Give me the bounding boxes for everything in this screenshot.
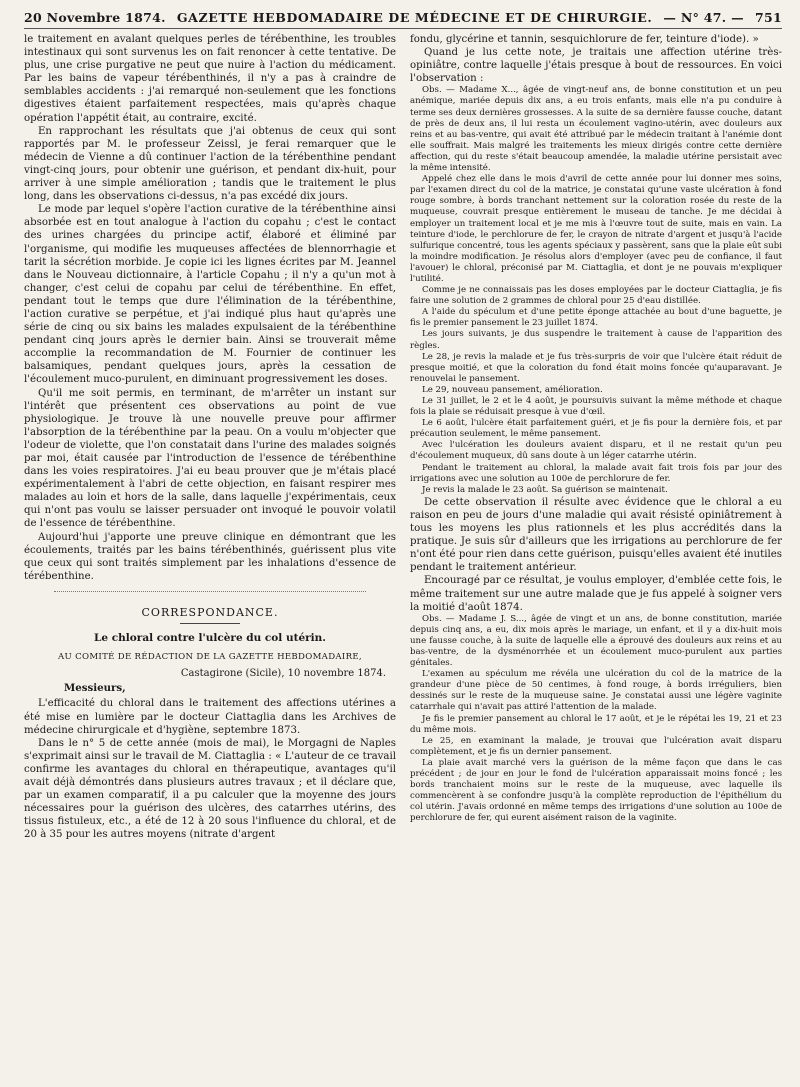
- paragraph: Aujourd'hui j'apporte une preuve clinique en démontrant que les écoulements, traités par les bains térébenthinés, guérissent plus vite que ceux qui sont traités simplement par les inhalations d'essence de térébenthine.: [24, 531, 396, 582]
- paragraph: Qu'il me soit permis, en terminant, de m'arrêter un instant sur l'intérêt que présentent ces observations au point de vue physiologique. Je trouve là une nouvelle preuve pour affirmer l'absorption de la térébenthine par la peau. On a voulu m'objecter que l'odeur de violette, que l'on constatait dans l'urine des malades soignés par moi, était causée par l'introduction de l'essence de térébenthine dans les voies respiratoires. J'ai eu beau prouver que je m'étais placé expérimentalement à l'abri de cette objection, en faisant respirer mes malades au loin et hors de la salle, dans laquelle j'expérimentais, ceux qui n'ont pas voulu se laisser persuader ont invoqué le pouvoir volatil de l'essence de térébenthine.: [24, 387, 396, 530]
- article-subheading: Le chloral contre l'ulcère du col utérin.: [94, 632, 326, 645]
- section-heading: CORRESPONDANCE.: [141, 605, 279, 619]
- observation-paragraph: Les jours suivants, je dus suspendre le traitement à cause de l'apparition des règles.: [410, 329, 782, 351]
- paragraph: De cette observation il résulte avec évidence que le chloral a eu raison en peu de jours d'une maladie qui avait résisté opiniâtrement à tous les moyens les plus rationnels et les plus accrédités dans la pratique. Je suis sûr d'ailleurs que les irrigations au perchlorure de fer n'ont été pour rien dans cette guérison, puisqu'elles avaient été inutiles pendant le traitement antérieur.: [410, 496, 782, 574]
- separator: [54, 591, 366, 592]
- paragraph: Dans le n° 5 de cette année (mois de mai), le Morgagni de Naples s'exprimait ainsi sur le travail de M. Ciattaglia : « L'auteur de ce travail confirme les avantages du chloral en thérapeutique, avantages qu'il avait déjà démontrés dans plusieurs autres travaux ; et il déclare que, par un examen comparatif, il a pu calculer que la moyenne des jours nécessaires pour la guérison des ulcères, des catarrhes utérins, des tissus fistuleux, etc., a été de 12 à 20 sous l'influence du chloral, et de 20 à 35 pour les autres moyens (nitrate d'argent: [24, 737, 396, 841]
- page-header: [24, 10, 782, 29]
- letter-salutation: Messieurs,: [64, 682, 126, 695]
- observation-2: [410, 614, 782, 825]
- paragraph: fondu, glycérine et tannin, sesquichlorure de fer, teinture d'iode). »: [410, 34, 759, 45]
- letter-dateline: Castagirone (Sicile), 10 novembre 1874.: [180, 668, 386, 680]
- page-number: 751: [754, 10, 782, 25]
- left-column: [24, 33, 396, 1083]
- observation-1: [410, 85, 782, 495]
- paragraph: Encouragé par ce résultat, je voulus employer, d'emblée cette fois, le même traitement sur une autre malade que je fus appelé à soigner vers la moitié d'août 1874.: [410, 575, 782, 613]
- letter-addressee: AU COMITÉ DE RÉDACTION DE LA GAZETTE HEBDOMADAIRE,: [58, 652, 362, 663]
- issue-number: — N° 47. —: [663, 10, 744, 25]
- observation-paragraph: Appelé chez elle dans le mois d'avril de cette année pour lui donner mes soins, par l'examen direct du col de la matrice, je constatai qu'une vaste ulcération à fond rouge sombre, à bords tranchant nettement sur la coloration rosée du reste de la muqueuse, couvrait presque entièrement le museau de tanche. Je me décidai à employer un traitement local et je me mis à l'œuvre tout de suite, mais en vain. La teinture d'iode, le perchlorure de fer, le crayon de nitrate d'argent et jusqu'à l'acide sulfurique concentré, tous les agents spéciaux y passèrent, sans que la plaie eût subi la moindre modification. Je résolus alors d'employer (avec peu de confiance, il faut l'avouer) le chloral, préconisé par M. Ciattaglia, et dont je ne pouvais m'expliquer l'utilité.: [410, 174, 782, 284]
- observation-paragraph: Je revis la malade le 23 août. Sa guérison se maintenait.: [422, 484, 668, 495]
- paragraph: Le mode par lequel s'opère l'action curative de la térébenthine ainsi absorbée est en tout analogue à l'action du copahu ; c'est le contact des urines chargées du principe actif, élaboré et éliminé par l'organisme, qui modifie les muqueuses affectées de blennorrhagie et tarit la sécrétion morbide. Je copie ici les lignes écrites par M. Jeannel dans le Nouveau dictionnaire, à l'article Copahu ; il n'y a qu'un mot à changer, c'est celui de copahu par celui de térébenthine. En effet, pendant tout le temps que dure l'élimination de la térébenthine, l'action curative se perpétue, et j'ai indiqué plus haut qu'après une série de cinq ou six bains les malades expulsaient de la térébenthine pendant cinq jours après le dernier bain. Ainsi se trouverait même accomplie la recommandation de M. Fournier de continuer les balsamiques, pendant quelques jours, après la cessation de l'écoulement muco-purulent, en diminuant progressivement les doses.: [24, 204, 396, 386]
- observation-paragraph: La plaie avait marché vers la guérison de la même façon que dans le cas précédent ; de jour en jour le fond de l'ulcération apparaissait moins foncé ; les bords tranchaient moins sur le reste de la muqueuse, avec laquelle ils commencèrent à se confondre jusqu'à la complète reproduction de l'épithélium du col utérin. J'avais ordonné en même temps des irrigations d'une solution au 100e de perchlorure de fer, qui eurent aisément raison de la vaginite.: [410, 757, 782, 824]
- observation-paragraph: Obs. — Madame X..., âgée de vingt-neuf ans, de bonne constitution et un peu anémique, mariée depuis dix ans, a eu trois enfants, mais elle n'a pu conduire à terme ses deux dernières grossesses. A la suite de sa dernière fausse couche, datant de près de deux ans, il lui resta un écoulement vagino-utérin, avec douleurs aux reins et au bas-ventre, qui avait été attribué par le médecin traitant à l'anémie dont elle souffrait. Mais malgré les traitements les mieux dirigés contre cette dernière affection, qui du reste s'était beaucoup amendée, la maladie utérine persistait avec la même intensité.: [410, 85, 782, 174]
- observation-paragraph: Obs. — Madame J. S..., âgée de vingt et un ans, de bonne constitution, mariée depuis cinq ans, a eu, dix mois après le mariage, un enfant, et il y a dix-huit mois une fausse couche, à la suite de laquelle elle a éprouvé des douleurs aux reins et au bas-ventre, de la dysménorrhée et un écoulement muco-purulent aux parties génitales.: [410, 613, 782, 669]
- heading-rule: [180, 623, 240, 624]
- paragraph: le traitement en avalant quelques perles de térébenthine, les troubles intestinaux qui sont survenus les on fait renoncer à cette tentative. De plus, une crise purgative ne peut que nuire à l'action du médicament. Par les bains de vapeur térébenthinés, il n'y a pas à craindre de semblables accidents : j'ai remarqué non-seulement que les fonctions digestives étaient parfaitement respectées, mais qu'après chaque opération l'appétit était, au contraire, excité.: [24, 34, 396, 124]
- observation-paragraph: Pendant le traitement au chloral, la malade avait fait trois fois par jour des irrigations avec une solution au 100e de perchlorure de fer.: [410, 462, 782, 484]
- observation-paragraph: Le 28, je revis la malade et je fus très-surpris de voir que l'ulcère était réduit de presque moitié, et que la coloration du fond était moins foncée qu'auparavant. Je renouvelai le pansement.: [410, 351, 782, 384]
- journal-title: GAZETTE HEBDOMADAIRE DE MÉDECINE ET DE CHIRURGIE.: [176, 10, 653, 25]
- observation-paragraph: Comme je ne connaissais pas les doses employées par le docteur Ciattaglia, je fis faire une solution de 2 grammes de chloral pour 25 d'eau distillée.: [410, 285, 782, 307]
- paragraph: En rapprochant les résultats que j'ai obtenus de ceux qui sont rapportés par M. le professeur Zeissl, je ferai remarquer que le médecin de Vienne a dû continuer l'action de la térébenthine pendant vingt-cinq jours, pour obtenir une guérison, et pendant dix-huit, pour arriver à une simple amélioration ; tandis que le traitement le plus long, dans les observations ci-dessus, n'a pas excédé dix jours.: [24, 125, 396, 203]
- observation-paragraph: Le 29, nouveau pansement, amélioration.: [422, 384, 603, 395]
- observation-paragraph: Je fis le premier pansement au chloral le 17 août, et je le répétai les 19, 21 et 23 du même mois.: [410, 713, 782, 735]
- observation-paragraph: Le 6 août, l'ulcère était parfaitement guéri, et je fis pour la dernière fois, et par précaution seulement, le même pansement.: [410, 418, 782, 440]
- issue-date: 20 Novembre 1874.: [24, 10, 166, 25]
- observation-paragraph: Le 25, en examinant la malade, je trouvai que l'ulcération avait disparu complètement, et je fis un dernier pansement.: [410, 735, 782, 757]
- paragraph: L'efficacité du chloral dans le traitement des affections utérines a été mise en lumière par le docteur Ciattaglia dans les Archives de médecine chirurgicale et d'hygiène, septembre 1873.: [24, 698, 396, 736]
- observation-paragraph: A l'aide du spéculum et d'une petite éponge attachée au bout d'une baguette, je fis le premier pansement le 23 juillet 1874.: [410, 307, 782, 329]
- text-columns: [24, 33, 782, 1083]
- observation-paragraph: Avec l'ulcération les douleurs avaient disparu, et il ne restait qu'un peu d'écoulement muqueux, dû sans doute à un léger catarrhe utérin.: [410, 440, 782, 462]
- paragraph: Quand je lus cette note, je traitais une affection utérine très-opiniâtre, contre laquelle j'étais presque à bout de ressources. En voici l'observation :: [410, 47, 782, 85]
- observation-paragraph: L'examen au spéculum me révéla une ulcération du col de la matrice de la grandeur d'une pièce de 50 centimes, à fond rouge, à bords irréguliers, bien dessinés sur le reste de la muqueuse saine. Je constatai aussi une légère vaginite catarrhale qui n'avait pas attiré l'attention de la malade.: [410, 669, 782, 713]
- observation-paragraph: Le 31 juillet, le 2 et le 4 août, je poursuivis suivant la même méthode et chaque fois la plaie se réduisait presque à vue d'œil.: [410, 396, 782, 418]
- right-column: [410, 33, 782, 1083]
